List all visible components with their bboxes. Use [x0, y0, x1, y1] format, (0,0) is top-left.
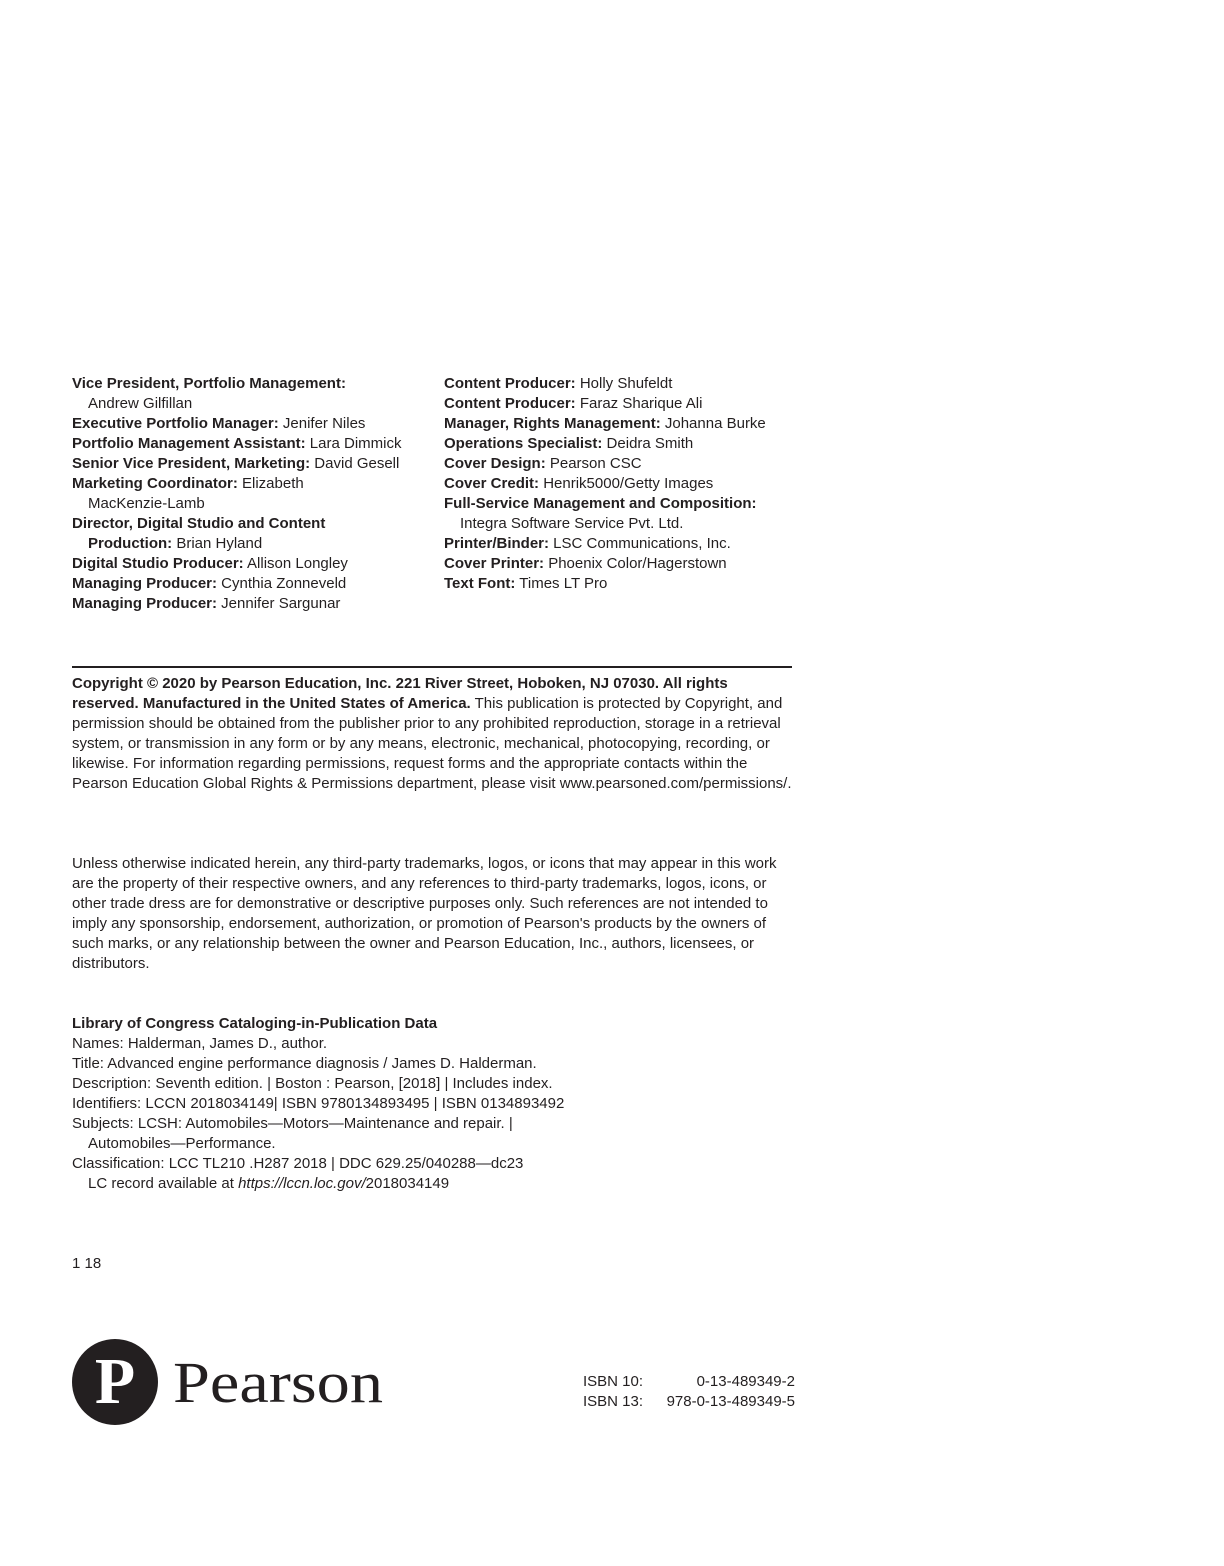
credit-role-cont: Production:	[88, 535, 173, 552]
print-line: 1 18	[72, 1255, 102, 1272]
credit-role: Vice President, Portfolio Management:	[72, 375, 346, 392]
credit-full-service-management	[444, 494, 804, 534]
credit-role: Printer/Binder:	[444, 535, 550, 552]
cip-lc-record-id: 2018034149	[365, 1175, 450, 1192]
credit-operations-specialist	[444, 434, 804, 454]
logo-wordmark: Pearson	[173, 1350, 383, 1415]
cip-lc-record-prefix: LC record available at	[88, 1175, 239, 1192]
isbn-10-value: 0-13-489349-2	[696, 1373, 795, 1390]
credit-role: Senior Vice President, Marketing:	[72, 455, 311, 472]
pearson-logo	[72, 1333, 392, 1433]
credit-role: Manager, Rights Management:	[444, 415, 661, 432]
credit-svp-marketing	[72, 454, 432, 474]
credit-name: Faraz Sharique Ali	[575, 395, 703, 412]
credit-name: Deidra Smith	[602, 435, 694, 452]
section-divider	[72, 666, 792, 668]
credit-name: Jennifer Sargunar	[217, 595, 341, 612]
credit-printer-binder	[444, 534, 804, 554]
credit-name: Times LT Pro	[515, 575, 608, 592]
copyright-notice	[72, 674, 794, 794]
credit-role: Cover Design:	[444, 455, 546, 472]
credit-role: Cover Printer:	[444, 555, 545, 572]
credit-name: Henrik5000/Getty Images	[539, 475, 714, 492]
cip-lc-record-url: https://lccn.loc.gov/	[238, 1175, 366, 1192]
isbn-13-row	[583, 1392, 795, 1412]
credit-role: Marketing Coordinator:	[72, 475, 238, 492]
cip-names: Names: Halderman, James D., author.	[72, 1035, 328, 1052]
credits-left-column	[72, 374, 432, 614]
credit-role: Content Producer:	[444, 375, 576, 392]
credit-content-producer	[444, 394, 804, 414]
credit-portfolio-assistant	[72, 434, 432, 454]
credit-name: Lara Dimmick	[305, 435, 402, 452]
credit-role: Managing Producer:	[72, 575, 218, 592]
credit-marketing-coordinator	[72, 474, 432, 514]
credit-role: Digital Studio Producer:	[72, 555, 244, 572]
copyright-body: This publication is protected by Copyright, and permission should be obtained from the publisher prior to any prohibited reproduction, storage in a retrieval system, or transmission in any form or by any means, electronic, mechanical, photocopying, recording, or likewise. For information regarding permissions, request forms and the appropriate contacts within the Pearson Education Global Rights & Permissions department, please visit www.pearsoned.com/permissions/.	[72, 695, 792, 792]
credit-name: Holly Shufeldt	[575, 375, 673, 392]
logo-glyph: P	[94, 1345, 136, 1418]
credit-role: Managing Producer:	[72, 595, 218, 612]
credit-role: Full-Service Management and Composition:	[444, 495, 757, 512]
credit-name: Brian Hyland	[172, 535, 263, 552]
credit-cover-design	[444, 454, 804, 474]
credit-role: Operations Specialist:	[444, 435, 603, 452]
isbn-13-value: 978-0-13-489349-5	[666, 1393, 795, 1410]
credit-name-cont: Andrew Gilfillan	[88, 395, 193, 412]
isbn-block	[583, 1372, 795, 1412]
credit-name: Allison Longley	[243, 555, 348, 572]
cip-lc-record	[72, 1174, 794, 1194]
credit-name: Cynthia Zonneveld	[217, 575, 347, 592]
credits-right-column	[444, 374, 804, 594]
credit-rights-manager	[444, 414, 804, 434]
cip-subjects-cont: Automobiles—Performance.	[88, 1135, 276, 1152]
cip-classification: Classification: LCC TL210 .H287 2018 | DDC 629.25/040288—dc23	[72, 1155, 524, 1172]
credit-cover-credit	[444, 474, 804, 494]
credit-name: LSC Communications, Inc.	[549, 535, 731, 552]
credit-digital-studio-producer	[72, 554, 432, 574]
cip-title: Title: Advanced engine performance diagnosis / James D. Halderman.	[72, 1055, 537, 1072]
credit-exec-portfolio-manager	[72, 414, 432, 434]
cip-subjects: Subjects: LCSH: Automobiles—Motors—Maintenance and repair. |	[72, 1115, 513, 1132]
credit-managing-producer	[72, 594, 432, 614]
credit-name: Phoenix Color/Hagerstown	[544, 555, 727, 572]
isbn-10-row	[583, 1372, 795, 1392]
credit-vp-portfolio	[72, 374, 432, 414]
pearson-logo-mark	[72, 1333, 392, 1433]
credit-managing-producer	[72, 574, 432, 594]
isbn-13-label: ISBN 13:	[583, 1393, 644, 1410]
credit-director-digital-studio	[72, 514, 432, 554]
credit-content-producer	[444, 374, 804, 394]
copyright-statement: Copyright © 2020 by Pearson Education, Inc. 221 River Street, Hoboken, NJ 07030. All rights reserved. Manufactured in the United States of America.	[72, 675, 728, 712]
credit-role: Executive Portfolio Manager:	[72, 415, 279, 432]
credit-role: Portfolio Management Assistant:	[72, 435, 306, 452]
credit-name: Jenifer Niles	[278, 415, 366, 432]
cip-heading: Library of Congress Cataloging-in-Publication Data	[72, 1015, 438, 1032]
credit-name-cont: Integra Software Service Pvt. Ltd.	[460, 515, 684, 532]
cip-description: Description: Seventh edition. | Boston : Pearson, [2018] | Includes index.	[72, 1075, 553, 1092]
cip-identifiers: Identifiers: LCCN 2018034149| ISBN 9780134893495 | ISBN 0134893492	[72, 1095, 565, 1112]
credit-name: David Gesell	[310, 455, 400, 472]
credit-cover-printer	[444, 554, 804, 574]
isbn-10-label: ISBN 10:	[583, 1373, 644, 1390]
credit-role: Content Producer:	[444, 395, 576, 412]
credit-name-cont: MacKenzie-Lamb	[88, 495, 205, 512]
credit-role: Cover Credit:	[444, 475, 540, 492]
credit-name: Pearson CSC	[545, 455, 642, 472]
cip-data	[72, 1014, 794, 1194]
trademark-notice: Unless otherwise indicated herein, any third-party trademarks, logos, or icons that may appear in this work are the property of their respective owners, and any references to third-party trademarks, logos, icons, or other trade dress are for demonstrative or descriptive purposes only. Such references are not intended to imply any sponsorship, endorsement, authorization, or promotion of Pearson's products by the owners of such marks, or any relationship between the owner and Pearson Education, Inc., authors, licensees, or distributors.	[72, 855, 777, 972]
credit-role: Text Font:	[444, 575, 516, 592]
credit-text-font	[444, 574, 804, 594]
credit-name: Johanna Burke	[660, 415, 766, 432]
credit-role: Director, Digital Studio and Content	[72, 515, 326, 532]
credit-name: Elizabeth	[237, 475, 304, 492]
